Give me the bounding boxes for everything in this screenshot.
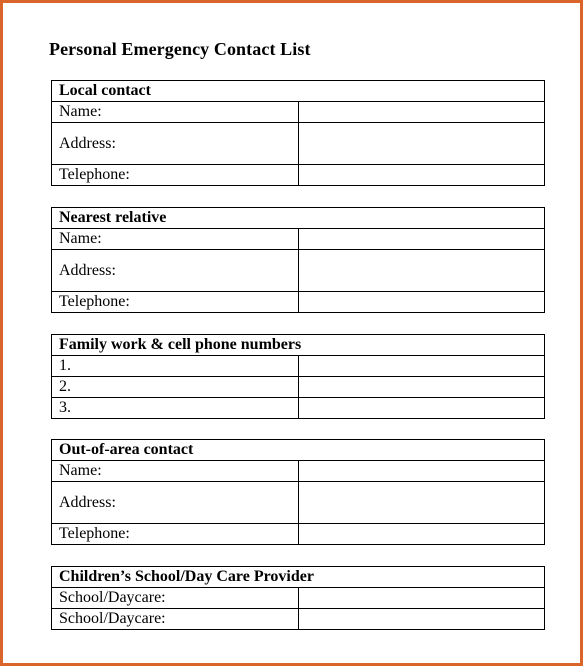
address-field[interactable] <box>298 123 545 165</box>
telephone-field[interactable] <box>298 524 545 545</box>
field-label: Name: <box>52 102 299 123</box>
phone-number-field[interactable] <box>298 398 545 419</box>
telephone-field[interactable] <box>298 292 545 313</box>
field-label: Telephone: <box>52 292 299 313</box>
school-daycare-field[interactable] <box>298 609 545 630</box>
field-label: Address: <box>52 250 299 292</box>
field-label: Name: <box>52 461 299 482</box>
phone-number-field[interactable] <box>298 377 545 398</box>
field-label: Address: <box>52 482 299 524</box>
field-label: Address: <box>52 123 299 165</box>
address-field[interactable] <box>298 250 545 292</box>
section-heading: Family work & cell phone numbers <box>52 335 545 356</box>
field-label: School/Daycare: <box>52 588 299 609</box>
section-out-of-area-contact <box>51 439 545 545</box>
field-label: 3. <box>52 398 299 419</box>
section-local-contact <box>51 80 545 186</box>
phone-number-field[interactable] <box>298 356 545 377</box>
section-school-daycare <box>51 566 545 630</box>
name-field[interactable] <box>298 102 545 123</box>
section-nearest-relative <box>51 207 545 313</box>
document-title: Personal Emergency Contact List <box>49 39 311 59</box>
telephone-field[interactable] <box>298 165 545 186</box>
field-label: School/Daycare: <box>52 609 299 630</box>
section-heading: Out-of-area contact <box>52 440 545 461</box>
address-field[interactable] <box>298 482 545 524</box>
field-label: Telephone: <box>52 524 299 545</box>
name-field[interactable] <box>298 229 545 250</box>
field-label: Telephone: <box>52 165 299 186</box>
section-heading: Children’s School/Day Care Provider <box>52 567 545 588</box>
field-label: 1. <box>52 356 299 377</box>
name-field[interactable] <box>298 461 545 482</box>
school-daycare-field[interactable] <box>298 588 545 609</box>
field-label: Name: <box>52 229 299 250</box>
section-family-numbers <box>51 334 545 419</box>
field-label: 2. <box>52 377 299 398</box>
section-heading: Local contact <box>52 81 545 102</box>
section-heading: Nearest relative <box>52 208 545 229</box>
